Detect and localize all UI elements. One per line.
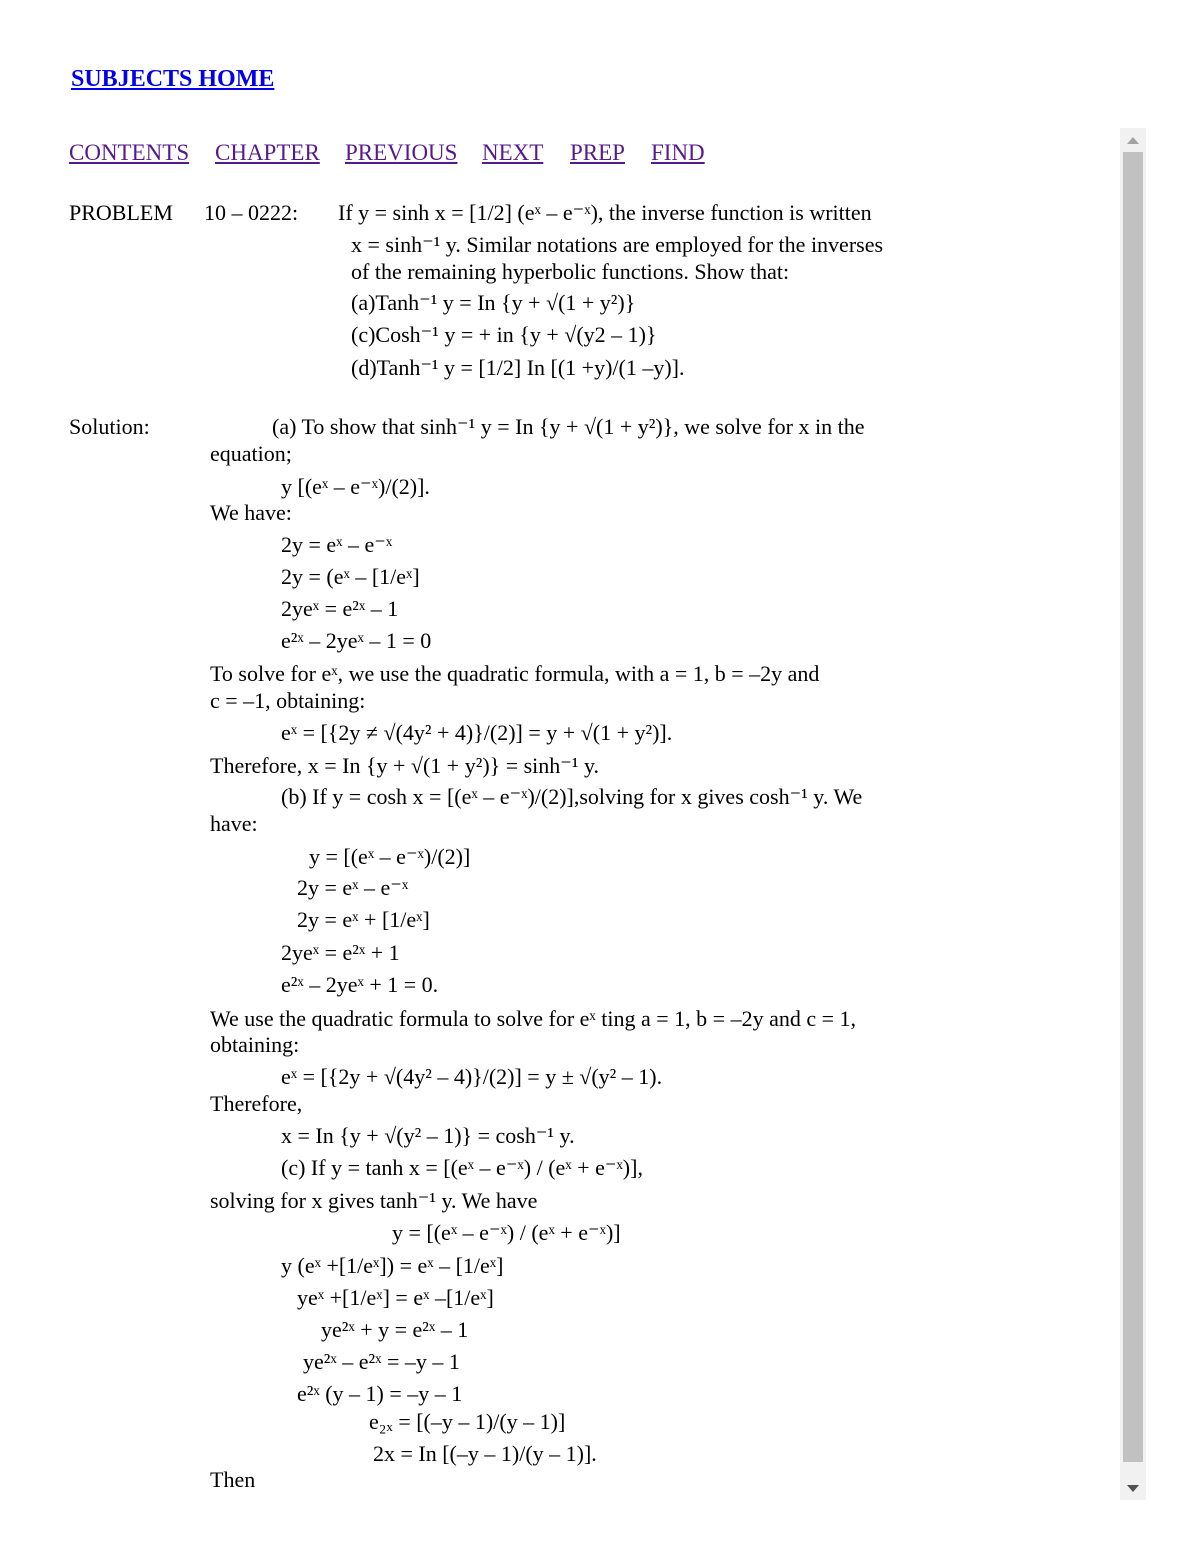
solution-line: Therefore, xyxy=(210,1091,303,1116)
problem-label: PROBLEM xyxy=(69,200,173,225)
equation-line: y = [(eˣ – e⁻ˣ)/(2)] xyxy=(309,844,471,869)
equation-line: yeˣ +[1/eˣ] = eˣ –[1/eˣ] xyxy=(297,1285,494,1310)
arrow-up-icon xyxy=(1127,137,1139,144)
solution-line: To solve for eˣ, we use the quadratic formula, with a = 1, b = –2y and xyxy=(210,661,820,686)
problem-item-d: (d)Tanh⁻¹ y = [1/2] In [(1 +y)/(1 –y)]. xyxy=(351,355,685,380)
solution-line: have: xyxy=(210,811,258,836)
problem-text-line: of the remaining hyperbolic functions. Show that: xyxy=(351,259,790,284)
solution-line: Then xyxy=(210,1467,256,1492)
vertical-scrollbar[interactable] xyxy=(1120,128,1146,1500)
equation-line: e²ˣ – 2yeˣ + 1 = 0. xyxy=(281,972,439,997)
find-link[interactable]: FIND xyxy=(651,140,705,165)
equation-line: eˣ = [{2y + √(4y² – 4)}/(2)] = y ± √(y² – 1). xyxy=(281,1064,663,1089)
next-link[interactable]: NEXT xyxy=(482,140,544,165)
problem-item-c: (c)Cosh⁻¹ y = + in {y + √(y2 – 1)} xyxy=(351,322,657,347)
solution-line: obtaining: xyxy=(210,1032,300,1057)
equation-line: ye²ˣ – e²ˣ = –y – 1 xyxy=(303,1349,460,1374)
contents-link[interactable]: CONTENTS xyxy=(69,140,190,165)
solution-line: We have: xyxy=(210,500,292,525)
solution-line: (b) If y = cosh x = [(eˣ – e⁻ˣ)/(2)],solving for x gives cosh⁻¹ y. We xyxy=(281,784,863,809)
equation-line: y (eˣ +[1/eˣ]) = eˣ – [1/eˣ] xyxy=(281,1253,504,1278)
equation-line: e²ˣ – 2yeˣ – 1 = 0 xyxy=(281,628,432,653)
equation-line: eˣ = [{2y ≠ √(4y² + 4)}/(2)] = y + √(1 + y²)]. xyxy=(281,720,673,745)
solution-line: We use the quadratic formula to solve for eˣ ting a = 1, b = –2y and c = 1, xyxy=(210,1006,857,1031)
previous-link[interactable]: PREVIOUS xyxy=(345,140,458,165)
chapter-link[interactable]: CHAPTER xyxy=(215,140,320,165)
equation-line: 2yeˣ = e²ˣ + 1 xyxy=(281,940,400,965)
equation-line: 2y = (eˣ – [1/eˣ] xyxy=(281,564,420,589)
equation-line: x = In {y + √(y² – 1)} = cosh⁻¹ y. xyxy=(281,1123,575,1148)
problem-number: 10 – 0222: xyxy=(204,200,299,225)
equation-line: e²ˣ (y – 1) = –y – 1 xyxy=(297,1381,463,1406)
solution-line: Therefore, x = In {y + √(1 + y²)} = sinh⁻¹ y. xyxy=(210,753,600,778)
problem-item-a: (a)Tanh⁻¹ y = In {y + √(1 + y²)} xyxy=(351,290,636,315)
equation-line: 2y = eˣ – e⁻ˣ xyxy=(297,875,409,900)
equation-line: e₂ₓ = [(–y – 1)/(y – 1)] xyxy=(369,1409,566,1434)
equation-line: 2x = In [(–y – 1)/(y – 1)]. xyxy=(373,1441,597,1466)
solution-line: equation; xyxy=(210,441,292,466)
arrow-down-icon xyxy=(1127,1485,1139,1492)
equation-line: 2y = eˣ – e⁻ˣ xyxy=(281,532,393,557)
subjects-home-link[interactable]: SUBJECTS HOME xyxy=(71,66,275,92)
problem-text-line: x = sinh⁻¹ y. Similar notations are employed for the inverses xyxy=(351,232,884,257)
solution-line: solving for x gives tanh⁻¹ y. We have xyxy=(210,1188,538,1213)
equation-line: y = [(eˣ – e⁻ˣ) / (eˣ + e⁻ˣ)] xyxy=(392,1220,621,1245)
equation-line: y [(eˣ – e⁻ˣ)/(2)]. xyxy=(281,474,430,499)
solution-line: (c) If y = tanh x = [(eˣ – e⁻ˣ) / (eˣ + e⁻ˣ)], xyxy=(281,1155,643,1180)
scroll-up-button[interactable] xyxy=(1120,128,1146,152)
scroll-thumb[interactable] xyxy=(1123,152,1143,1462)
problem-text-line: If y = sinh x = [1/2] (eˣ – e⁻ˣ), the inverse function is written xyxy=(338,200,872,225)
equation-line: 2y = eˣ + [1/eˣ] xyxy=(297,907,430,932)
solution-line: (a) To show that sinh⁻¹ y = In {y + √(1 + y²)}, we solve for x in the xyxy=(272,414,865,439)
equation-line: 2yeˣ = e²ˣ – 1 xyxy=(281,596,399,621)
solution-line: c = –1, obtaining: xyxy=(210,688,366,713)
solution-label: Solution: xyxy=(69,414,150,439)
equation-line: ye²ˣ + y = e²ˣ – 1 xyxy=(321,1317,469,1342)
prep-link[interactable]: PREP xyxy=(570,140,625,165)
scroll-down-button[interactable] xyxy=(1120,1476,1146,1500)
